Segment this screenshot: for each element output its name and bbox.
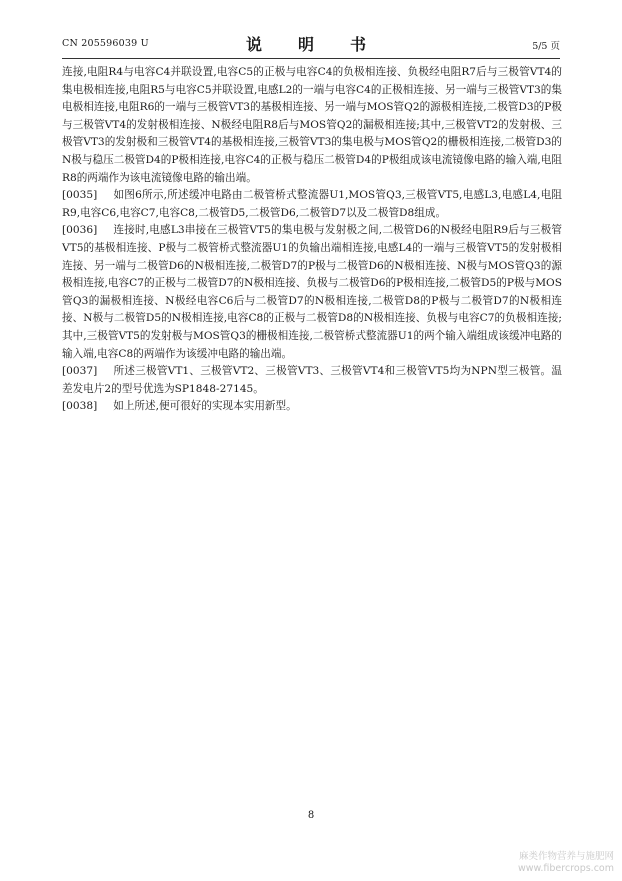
document-title: 说 明 书 <box>245 35 376 54</box>
watermark-line-1: 麻类作物营养与施肥网 <box>518 851 614 862</box>
paragraph-0037 <box>62 363 562 398</box>
page-count: 5/5 页 <box>532 41 560 52</box>
header-rule <box>62 58 560 59</box>
paragraph-0036 <box>62 222 562 363</box>
paragraph-text: 连接,电阻R4与电容C4并联设置,电容C5的正极与电容C4的负极相连接、负极经电阻R7后与三极管VT4的集电极相连接,电阻R5与电容C5并联设置,电感L2的一端与电容C4的正极相连接、另一端与三极管VT3的集电极相连接,电阻R6的一端与三极管VT3的基极相连接、另一端与MOS管Q2的源极相连接,二极管D3的P极与三极管VT4的发射极相连接、N极经电阻R8后与MOS管Q2的漏极相连接;其中,三极管VT2的发射极、三极管VT3的发射极和三极管VT4的基极相连接,三极管VT3的集电极与MOS管Q2的栅极相连接,二极管D3的N极与稳压二极管D4的P极相连接,电容C4的正极与稳压二极管D4的P极组成该电流镜像电路的输入端,电阻R8的两端作为该电流镜像电路的输出端。 <box>62 66 562 184</box>
paragraph-0038 <box>62 398 562 416</box>
paragraph-text: 如上所述,便可很好的实现本实用新型。 <box>113 400 297 413</box>
paragraph-0035 <box>62 187 562 222</box>
publication-number: CN 205596039 U <box>62 38 149 49</box>
watermark-line-2: www.fibercrops.com <box>517 863 614 874</box>
paragraph-text: 连接时,电感L3串接在三极管VT5的集电极与发射极之间,二极管D6的N极经电阻R9后与三极管VT5的基极相连接、P极与二极管桥式整流器U1的负输出端相连接,电感L4的一端与三极管VT5的发射极相连接、另一端与二极管D6的N极相连接,二极管D7的P极与二极管D6的N极相连接、N极与MOS管Q3的源极相连接,电容C7的正极与二极管D7的N极相连接、负极与二极管D6的P极相连接,二极管D5的P极与MOS管Q3的漏极相连接、N极经电容C6后与二极管D7的N极相连接,二极管D8的P极与二极管D7的N极相连接、N极与二极管D5的N极相连接,电容C8的正极与二极管D8的N极相连接、负极与电容C7的负极相连接;其中,三极管VT5的发射极与MOS管Q3的栅极相连接,二极管桥式整流器U1的两个输入端组成该缓冲电路的输入端,电容C8的两端作为该缓冲电路的输出端。 <box>62 224 562 360</box>
paragraph-continuation <box>62 64 562 187</box>
watermark <box>484 851 614 875</box>
paragraph-number: [0036] <box>62 224 98 237</box>
paragraph-text: 所述三极管VT1、三极管VT2、三极管VT3、三极管VT4和三极管VT5均为NPN型三极管。温差发电片2的型号优选为SP1848-27145。 <box>62 365 562 395</box>
paragraph-number: [0037] <box>62 365 98 378</box>
page-number: 8 <box>307 810 315 821</box>
paragraph-number: [0035] <box>62 189 98 202</box>
paragraph-text: 如图6所示,所述缓冲电路由二极管桥式整流器U1,MOS管Q3,三极管VT5,电感L3,电感L4,电阻R9,电容C6,电容C7,电容C8,二极管D5,二极管D6,二极管D7以及二极管D8组成。 <box>62 189 562 219</box>
paragraph-number: [0038] <box>62 400 98 413</box>
page-header <box>62 32 560 54</box>
document-body <box>62 64 562 416</box>
